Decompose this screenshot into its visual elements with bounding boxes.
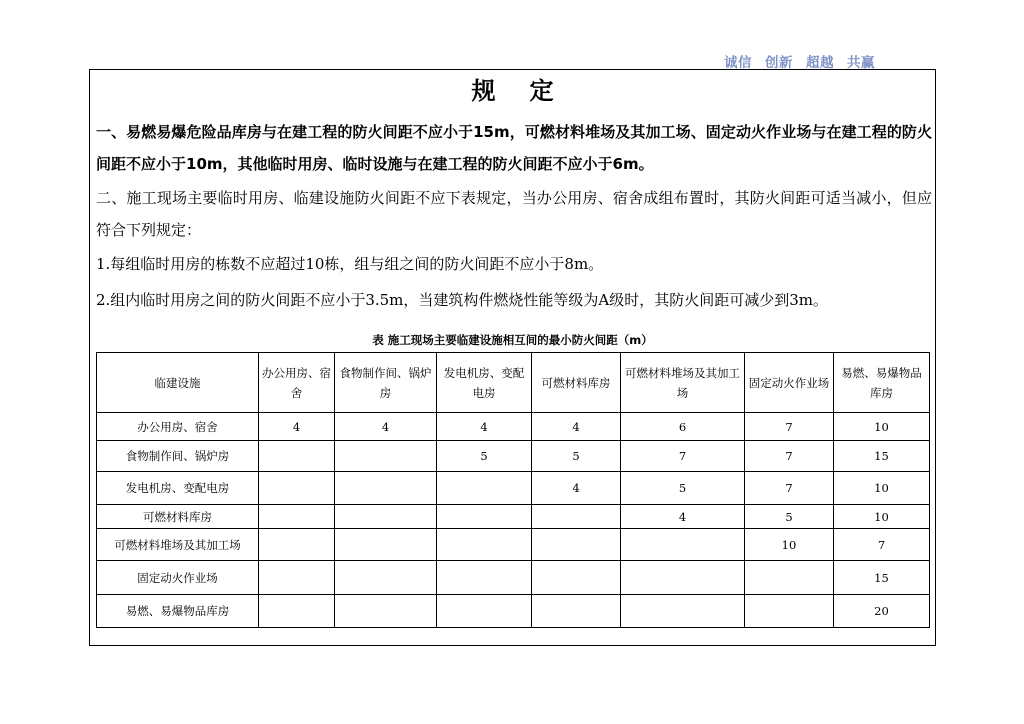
table-row bbox=[97, 413, 930, 441]
header-cell: 办公用房、宿舍 bbox=[259, 353, 335, 413]
table-cell bbox=[335, 561, 437, 595]
table-cell: 10 bbox=[745, 529, 834, 561]
table-cell: 10 bbox=[834, 472, 930, 505]
table-cell: 5 bbox=[532, 441, 621, 472]
table-cell bbox=[621, 561, 745, 595]
table-row bbox=[97, 529, 930, 561]
table-cell: 4 bbox=[532, 413, 621, 441]
table-cell: 4 bbox=[335, 413, 437, 441]
row-label: 办公用房、宿舍 bbox=[97, 413, 259, 441]
table-row bbox=[97, 595, 930, 628]
table-cell: 4 bbox=[437, 413, 532, 441]
table-cell bbox=[335, 441, 437, 472]
table-row bbox=[97, 441, 930, 472]
row-label: 易燃、易爆物品库房 bbox=[97, 595, 259, 628]
table-cell bbox=[621, 529, 745, 561]
table-row bbox=[97, 472, 930, 505]
row-label: 可燃材料堆场及其加工场 bbox=[97, 529, 259, 561]
table-header-row bbox=[97, 353, 930, 413]
table-cell bbox=[335, 472, 437, 505]
table-cell: 7 bbox=[745, 441, 834, 472]
header-cell: 食物制作间、锅炉房 bbox=[335, 353, 437, 413]
table-cell: 5 bbox=[745, 505, 834, 529]
table-cell bbox=[259, 441, 335, 472]
table-cell bbox=[621, 595, 745, 628]
row-label: 固定动火作业场 bbox=[97, 561, 259, 595]
table-cell bbox=[532, 595, 621, 628]
table-cell bbox=[745, 561, 834, 595]
table-cell: 15 bbox=[834, 561, 930, 595]
table-cell: 4 bbox=[532, 472, 621, 505]
table-cell: 4 bbox=[259, 413, 335, 441]
header-cell: 易燃、易爆物品库房 bbox=[834, 353, 930, 413]
table-row bbox=[97, 561, 930, 595]
table-cell: 7 bbox=[745, 413, 834, 441]
table-cell bbox=[259, 561, 335, 595]
page-title: 规定 bbox=[471, 77, 588, 105]
table-cell bbox=[745, 595, 834, 628]
header-cell: 可燃材料库房 bbox=[532, 353, 621, 413]
table-cell: 10 bbox=[834, 413, 930, 441]
table-cell bbox=[532, 505, 621, 529]
table-cell bbox=[335, 505, 437, 529]
rule-paragraph-1: 一、易燃易爆危险品库房与在建工程的防火间距不应小于15m，可燃材料堆场及其加工场、固定动火作业场与在建工程的防火间距不应小于10m，其他临时用房、临时设施与在建工程的防火间距不应小于6m。 bbox=[96, 123, 932, 173]
table-cell: 4 bbox=[621, 505, 745, 529]
table-cell bbox=[259, 529, 335, 561]
table-cell: 7 bbox=[834, 529, 930, 561]
table-cell bbox=[437, 561, 532, 595]
table-cell: 10 bbox=[834, 505, 930, 529]
table-cell bbox=[259, 505, 335, 529]
rule-item-1: 1.每组临时用房的栋数不应超过10栋，组与组之间的防火间距不应小于8m。 bbox=[96, 255, 604, 273]
table-cell bbox=[437, 505, 532, 529]
header-cell: 临建设施 bbox=[97, 353, 259, 413]
row-label: 发电机房、变配电房 bbox=[97, 472, 259, 505]
row-label: 可燃材料库房 bbox=[97, 505, 259, 529]
row-label: 食物制作间、锅炉房 bbox=[97, 441, 259, 472]
table-cell bbox=[437, 472, 532, 505]
table-cell bbox=[437, 595, 532, 628]
fire-distance-table bbox=[96, 352, 930, 628]
table-cell: 5 bbox=[437, 441, 532, 472]
slogan-word: 超越 bbox=[806, 55, 834, 71]
table-cell: 5 bbox=[621, 472, 745, 505]
table-cell bbox=[437, 529, 532, 561]
table-cell: 7 bbox=[745, 472, 834, 505]
slogan-word: 共赢 bbox=[847, 55, 875, 71]
slogan-word: 创新 bbox=[765, 55, 793, 71]
table-cell: 6 bbox=[621, 413, 745, 441]
table-cell: 20 bbox=[834, 595, 930, 628]
table-cell: 15 bbox=[834, 441, 930, 472]
table-cell bbox=[335, 595, 437, 628]
table-caption: 表 施工现场主要临建设施相互间的最小防火间距（m） bbox=[372, 333, 653, 347]
header-slogan bbox=[724, 51, 888, 71]
header-cell: 固定动火作业场 bbox=[745, 353, 834, 413]
table-cell bbox=[259, 472, 335, 505]
rule-item-2: 2.组内临时用房之间的防火间距不应小于3.5m，当建筑构件燃烧性能等级为A级时，其防火间距可减少到3m。 bbox=[96, 291, 828, 309]
table-row bbox=[97, 505, 930, 529]
table-cell bbox=[532, 561, 621, 595]
rule-paragraph-2: 二、施工现场主要临时用房、临建设施防火间距不应下表规定，当办公用房、宿舍成组布置时，其防火间距可适当减小，但应符合下列规定： bbox=[96, 189, 932, 239]
table-cell: 7 bbox=[621, 441, 745, 472]
table-cell bbox=[259, 595, 335, 628]
header-cell: 可燃材料堆场及其加工场 bbox=[621, 353, 745, 413]
slogan-word: 诚信 bbox=[724, 55, 752, 71]
table-cell bbox=[335, 529, 437, 561]
table-cell bbox=[532, 529, 621, 561]
header-cell: 发电机房、变配电房 bbox=[437, 353, 532, 413]
